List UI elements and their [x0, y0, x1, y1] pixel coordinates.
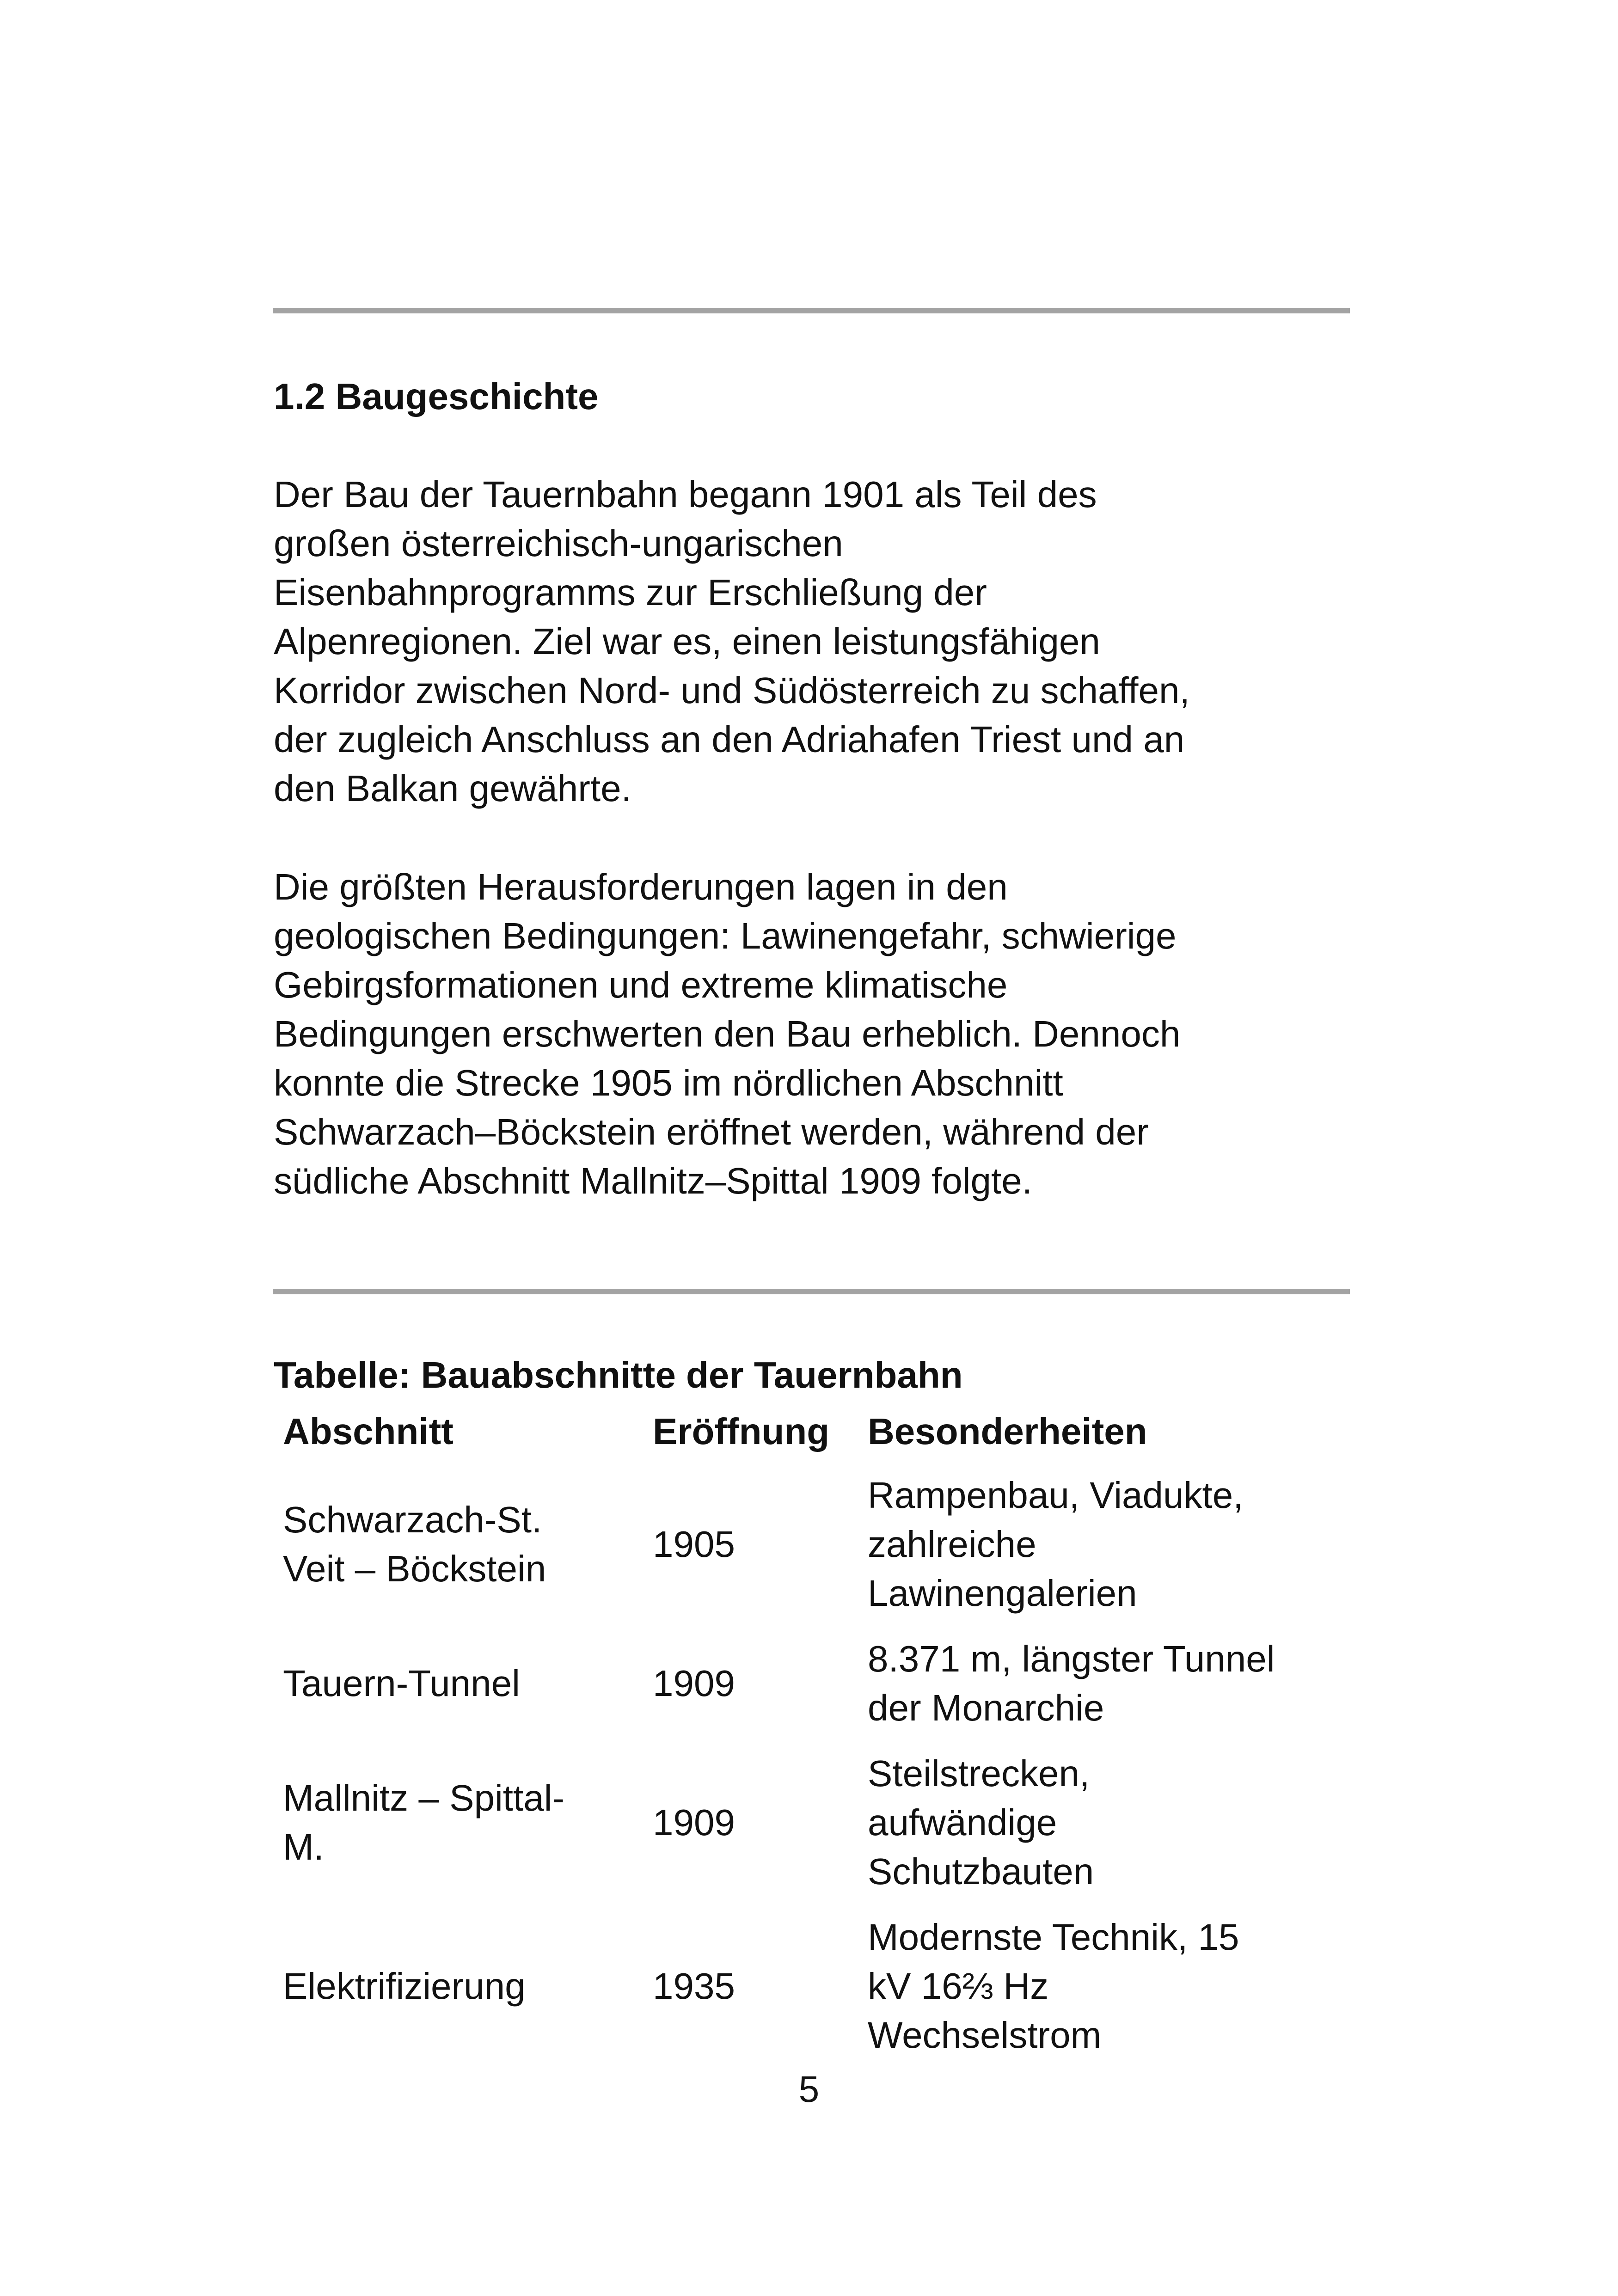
cell-notes: [858, 1741, 1344, 1904]
cell-line: Steilstrecken,: [868, 1753, 1090, 1794]
cell-section: [274, 1463, 644, 1626]
section-heading: 1.2 Baugeschichte: [274, 376, 599, 417]
column-header-section: Abschnitt: [283, 1411, 454, 1452]
cell-section: [274, 1741, 644, 1904]
table-row: [274, 1626, 1344, 1741]
cell-line: der Monarchie: [868, 1687, 1104, 1728]
cell-line: aufwändige: [868, 1802, 1057, 1843]
paragraph-line: Gebirgsformationen und extreme klimatische: [274, 964, 1008, 1005]
cell-line: Rampenbau, Viadukte,: [868, 1475, 1244, 1516]
paragraph-line: Korridor zwischen Nord- und Südösterreich zu schaffen,: [274, 670, 1190, 711]
cell-line: zahlreiche: [868, 1524, 1036, 1565]
cell-line: Veit – Böckstein: [283, 1548, 546, 1589]
cell-line: Mallnitz – Spittal-: [283, 1777, 565, 1818]
cell-line: kV 16⅔ Hz: [868, 1965, 1049, 2007]
table-row: [274, 1904, 1344, 2068]
cell-line: Schwarzach-St.: [283, 1499, 542, 1540]
table-header-row: [274, 1402, 1344, 1463]
paragraph-line: konnte die Strecke 1905 im nördlichen Abschnitt: [274, 1062, 1063, 1103]
construction-sections-table: [274, 1402, 1344, 2068]
cell-notes: [858, 1626, 1344, 1741]
cell-line: Tauern-Tunnel: [283, 1663, 520, 1704]
paragraph-line: Alpenregionen. Ziel war es, einen leistungsfähigen: [274, 621, 1100, 662]
cell-section: [274, 1904, 644, 2068]
paragraph-line: südliche Abschnitt Mallnitz–Spittal 1909 folgte.: [274, 1160, 1032, 1201]
cell-year: 1935: [653, 1965, 735, 2007]
table-row: [274, 1463, 1344, 1626]
paragraph-line: geologischen Bedingungen: Lawinengefahr, schwierige: [274, 915, 1177, 956]
cell-line: 8.371 m, längster Tunnel: [868, 1638, 1275, 1679]
paragraph-challenges: [274, 863, 1374, 1206]
cell-section: [274, 1626, 644, 1741]
paragraph-line: den Balkan gewährte.: [274, 768, 631, 809]
column-header-notes: Besonderheiten: [868, 1411, 1147, 1452]
cell-notes: [858, 1904, 1344, 2068]
table-row: [274, 1741, 1344, 1904]
cell-year: 1909: [653, 1802, 735, 1843]
cell-year: 1905: [653, 1524, 735, 1565]
cell-line: M.: [283, 1826, 324, 1867]
cell-notes: [858, 1463, 1344, 1626]
table-caption: Tabelle: Bauabschnitte der Tauernbahn: [274, 1354, 963, 1396]
table-divider: [273, 1289, 1350, 1294]
paragraph-line: der zugleich Anschluss an den Adriahafen Triest und an: [274, 719, 1185, 760]
cell-line: Schutzbauten: [868, 1851, 1094, 1892]
paragraph-line: Die größten Herausforderungen lagen in den: [274, 866, 1008, 907]
paragraph-line: Der Bau der Tauernbahn begann 1901 als Teil des: [274, 474, 1097, 515]
paragraph-construction-start: [274, 470, 1374, 813]
paragraph-line: Schwarzach–Böckstein eröffnet werden, während der: [274, 1111, 1149, 1152]
paragraph-line: Eisenbahnprogramms zur Erschließung der: [274, 572, 987, 613]
cell-line: Wechselstrom: [868, 2014, 1102, 2056]
cell-year: 1909: [653, 1663, 735, 1704]
page-number: 5: [798, 2069, 820, 2110]
column-header-opening: Eröffnung: [653, 1411, 830, 1452]
top-divider: [273, 308, 1350, 313]
cell-line: Elektrifizierung: [283, 1965, 526, 2007]
cell-line: Lawinengalerien: [868, 1573, 1137, 1614]
paragraph-line: Bedingungen erschwerten den Bau erheblich. Dennoch: [274, 1013, 1181, 1054]
paragraph-line: großen österreichisch-ungarischen: [274, 523, 843, 564]
cell-line: Modernste Technik, 15: [868, 1916, 1239, 1958]
